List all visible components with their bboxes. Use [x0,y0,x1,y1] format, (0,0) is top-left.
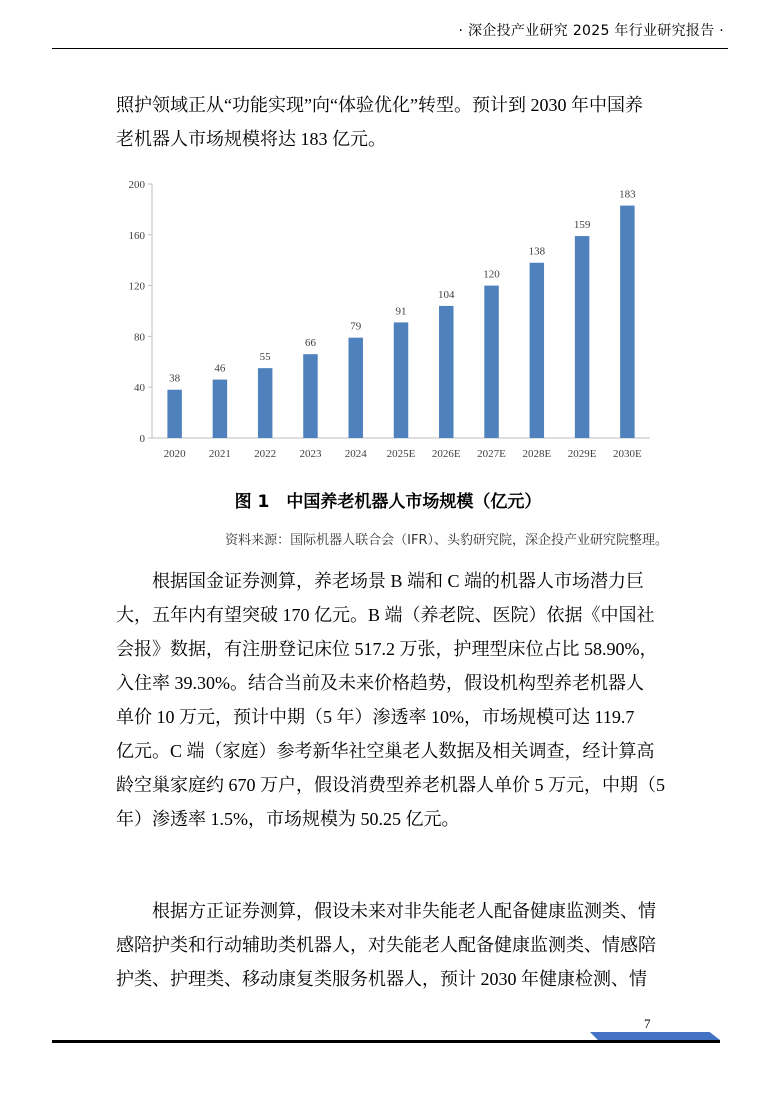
text-line: 根据方正证券测算，假设未来对非失能老人配备健康监测类、情 [152,901,656,921]
bar-2026E [439,306,453,438]
x-tick-label-2021: 2021 [208,448,231,460]
y-tick-label: 0 [139,433,145,445]
bar-2027E [484,286,498,438]
page-header: · 深企投产业研究 2025 年行业研究报告 · [458,23,724,39]
text-line: 年）渗透率 1.5%，市场规模为 50.25 亿元。 [116,809,460,829]
data-label-2029E: 159 [573,219,591,232]
data-label-2022: 55 [259,351,271,364]
figure-source: 资料来源：国际机器人联合会（IFR）、头豹研究院，深企投产业研究院整理。 [225,533,668,548]
x-tick-label-2023: 2023 [299,448,322,460]
data-label-2021: 46 [214,362,226,375]
x-axis [152,438,650,460]
x-tick-label-2022: 2022 [254,448,277,460]
y-tick-label: 120 [128,280,145,293]
data-label-2027E: 120 [483,268,500,281]
x-tick-label-2025E: 2025E [386,448,416,460]
footer-accent-bar [590,1032,720,1040]
bar-2030E [620,206,634,438]
data-label-2023: 66 [304,337,316,350]
y-tick-label: 200 [128,179,145,191]
text-line: 感陪护类和行动辅助类机器人，对失能老人配备健康监测类、情感陪 [116,935,656,955]
data-label-2030E: 183 [619,188,636,201]
y-axis [129,179,153,445]
text-line: 会报》数据，有注册登记床位 517.2 万张，护理型床位占比 58.90%， [116,639,658,659]
paragraph-intro [116,88,670,156]
bar-2022 [258,368,272,438]
text-line: 单价 10 万元，预计中期（5 年）渗透率 10%，市场规模可达 119.7 [116,707,635,727]
text-line: 大，五年内有望突破 170 亿元。B 端（养老院、医院）依据《中国社 [116,605,655,625]
data-label-2024: 79 [350,320,362,333]
y-tick-label: 80 [134,331,145,344]
bars [167,206,634,438]
data-label-2028E: 138 [528,245,546,258]
data-label-2025E: 91 [395,305,407,318]
bar-2020 [167,390,181,438]
text-line: 护类、护理类、移动康复类服务机器人，预计 2030 年健康检测、情 [116,969,647,989]
figure-caption: 图 1 中国养老机器人市场规模（亿元） [234,492,542,512]
bar-2023 [303,354,317,438]
paragraph-estimate-fangzheng [116,894,670,996]
y-tick-label: 160 [128,229,145,242]
text-line: 照护领域正从“功能实现”向“体验优化”转型。预计到 2030 年中国养 [116,95,643,115]
x-tick-label-2030E: 2030E [612,448,642,460]
x-tick-label-2026E: 2026E [431,448,461,460]
x-tick-label-2024: 2024 [344,448,367,460]
x-tick-label-2029E: 2029E [567,448,597,460]
bar-2028E [530,263,544,438]
bar-2021 [213,380,227,438]
text-line: 老机器人市场规模将达 183 亿元。 [116,129,386,149]
text-line: 龄空巢家庭约 670 万户，假设消费型养老机器人单价 5 万元，中期（5 [116,775,665,795]
text-line: 入住率 39.30%。结合当前及未来价格趋势，假设机构型养老机器人 [116,673,644,693]
data-label-2026E: 104 [438,288,455,301]
bar-2024 [348,338,362,438]
bar-2029E [575,236,589,438]
x-tick-label-2020: 2020 [163,448,186,460]
paragraph-estimate-guojin [116,564,670,836]
y-tick-label: 40 [134,382,145,395]
bar-2025E [394,322,408,438]
market-size-bar-chart [110,168,670,468]
header-rule [52,48,728,49]
footer-rule [52,1040,720,1043]
x-tick-label-2028E: 2028E [522,448,552,460]
page-number: 7 [644,1016,651,1031]
data-label-2020: 38 [169,372,181,385]
text-line: 亿元。C 端（家庭）参考新华社空巢老人数据及相关调查，经计算高 [116,741,655,761]
x-tick-label-2027E: 2027E [477,448,506,460]
text-line: 根据国金证券测算，养老场景 B 端和 C 端的机器人市场潜力巨 [152,571,645,591]
